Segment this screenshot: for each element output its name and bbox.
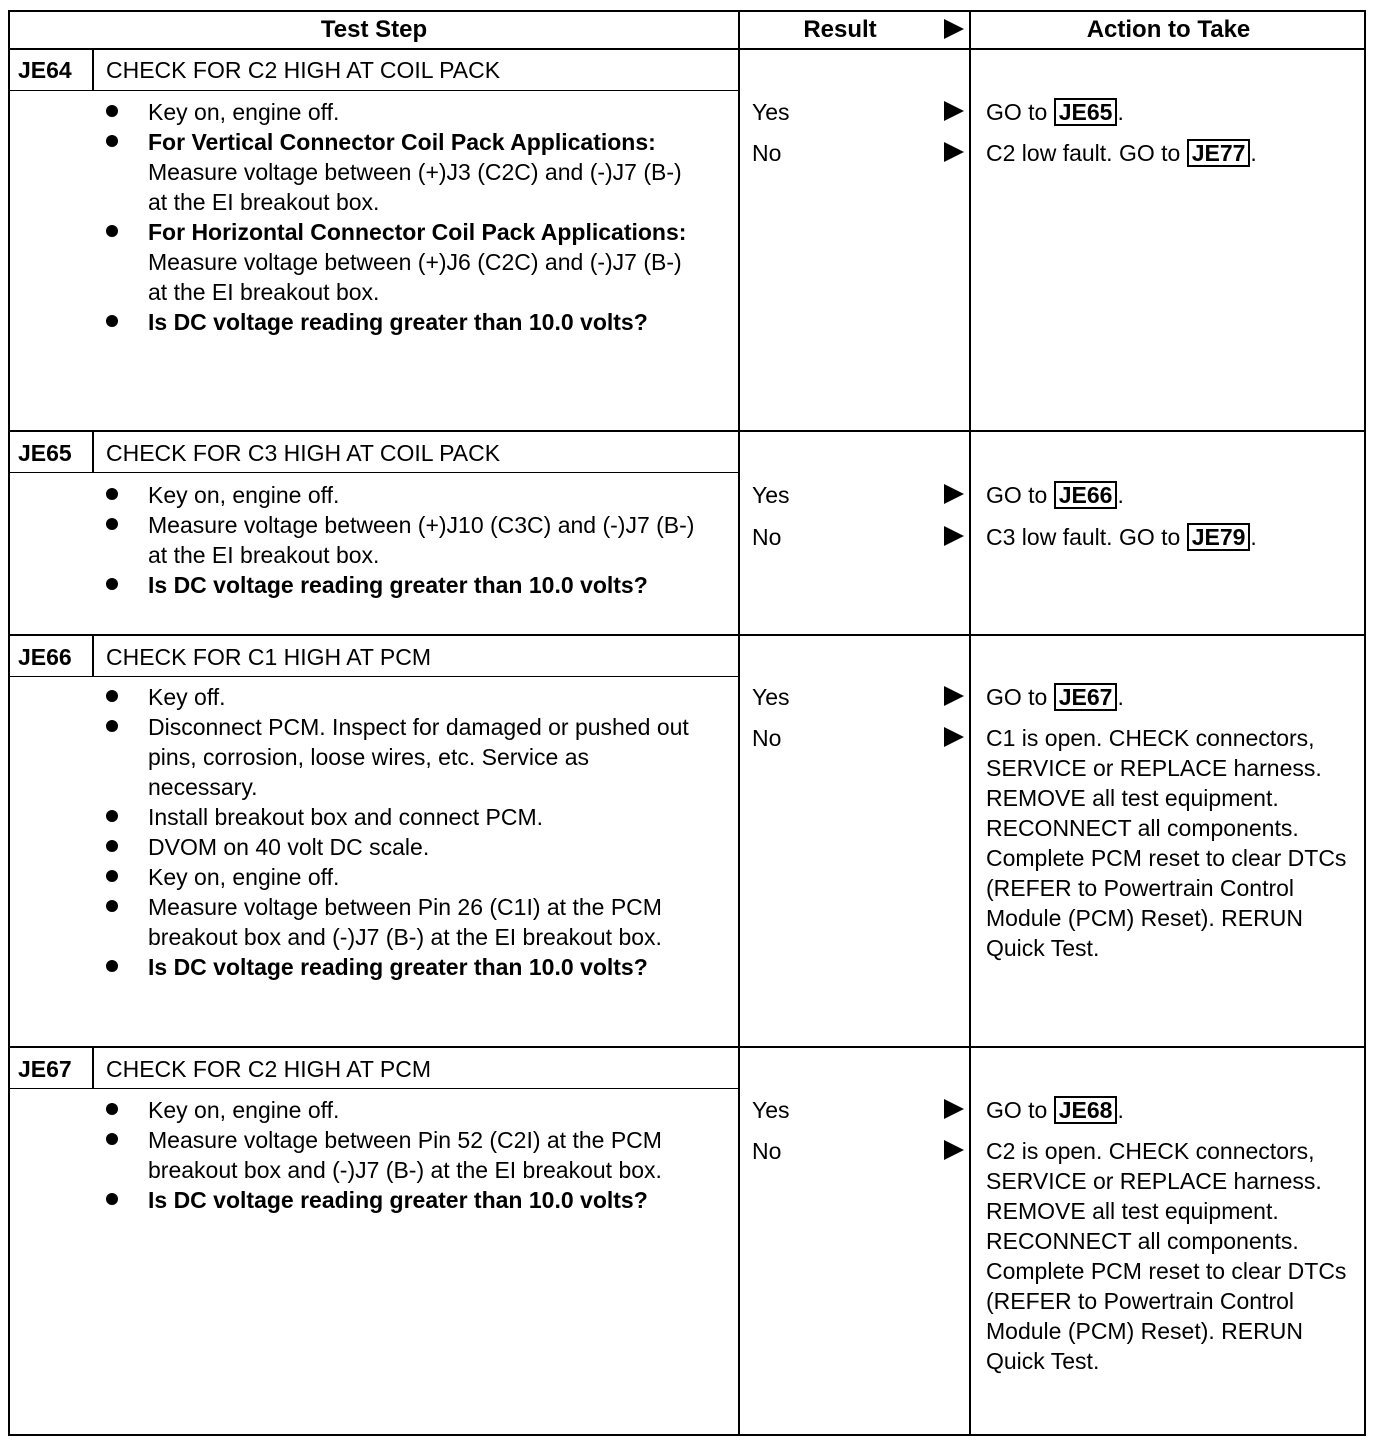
bullet-item <box>104 1185 704 1215</box>
action-text-end: . <box>1117 482 1124 508</box>
bullet-icon <box>106 578 118 590</box>
bullet-icon <box>106 135 118 147</box>
result-yes: Yes <box>752 1097 790 1123</box>
bullet-text: Measure voltage between (+)J10 (C3C) and (-)J7 (B-) at the EI breakout box. <box>148 512 695 568</box>
bullet-text: Measure voltage between Pin 26 (C1I) at the PCM breakout box and (-)J7 (B-) at the EI breakout box. <box>148 894 662 950</box>
step-id: JE66 <box>18 644 72 670</box>
action-text-end: . <box>1250 524 1257 550</box>
bullet-text: DVOM on 40 volt DC scale. <box>148 834 430 860</box>
step-reference-link[interactable]: JE67 <box>1054 683 1118 711</box>
bullet-text: Measure voltage between Pin 52 (C2I) at the PCM breakout box and (-)J7 (B-) at the EI breakout box. <box>148 1127 662 1183</box>
step-title-rule <box>8 1088 738 1089</box>
action-no <box>986 522 1352 552</box>
row-rule <box>8 634 1366 636</box>
step-bullet-list <box>104 480 704 600</box>
step-bullet-list <box>104 1095 704 1215</box>
bullet-icon <box>106 840 118 852</box>
column-divider-action <box>969 10 971 1436</box>
action-text: GO to <box>986 1097 1054 1123</box>
action-text: GO to <box>986 99 1054 125</box>
header-result: Result <box>803 16 877 43</box>
bullet-icon <box>106 518 118 530</box>
bullet-text: Measure voltage between (+)J6 (C2C) and (-)J7 (B-) at the EI breakout box. <box>148 249 682 305</box>
step-reference-link[interactable]: JE79 <box>1187 523 1251 551</box>
bullet-text: Key on, engine off. <box>148 482 340 508</box>
bullet-item <box>104 217 704 307</box>
action-text-end: . <box>1117 684 1124 710</box>
bullet-item <box>104 307 704 337</box>
bullet-item <box>104 1095 704 1125</box>
bullet-icon <box>106 1103 118 1115</box>
step-bullet-list <box>104 682 704 982</box>
bullet-bold-text: Is DC voltage reading greater than 10.0 volts? <box>148 572 648 598</box>
action-yes <box>986 480 1352 510</box>
bullet-icon <box>106 810 118 822</box>
step-id-divider <box>92 1048 94 1088</box>
result-no: No <box>752 1138 782 1164</box>
step-title: CHECK FOR C2 HIGH AT PCM <box>106 1056 432 1082</box>
arrow-right-icon <box>944 101 964 121</box>
action-yes <box>986 682 1352 712</box>
bullet-item <box>104 952 704 982</box>
bullet-item <box>104 1125 704 1185</box>
bullet-text: Key on, engine off. <box>148 864 340 890</box>
bullet-item <box>104 570 704 600</box>
step-reference-link[interactable]: JE66 <box>1054 481 1118 509</box>
step-title-rule <box>8 90 738 91</box>
bullet-item <box>104 480 704 510</box>
result-no: No <box>752 140 782 166</box>
bullet-item <box>104 802 704 832</box>
bullet-text: Measure voltage between (+)J3 (C2C) and (-)J7 (B-) at the EI breakout box. <box>148 159 682 215</box>
bullet-item <box>104 832 704 862</box>
row-rule <box>8 1046 1366 1048</box>
step-id: JE64 <box>18 57 72 83</box>
arrow-right-icon <box>944 142 964 162</box>
arrow-right-icon <box>944 686 964 706</box>
bullet-icon <box>106 1133 118 1145</box>
step-id: JE67 <box>18 1056 72 1082</box>
arrow-right-icon <box>944 526 964 546</box>
action-text-end: . <box>1117 1097 1124 1123</box>
bullet-icon <box>106 720 118 732</box>
action-yes <box>986 97 1352 127</box>
bullet-item <box>104 712 704 802</box>
action-yes <box>986 1095 1352 1125</box>
bullet-item <box>104 892 704 952</box>
action-text: C3 low fault. GO to <box>986 524 1187 550</box>
bullet-text: Key off. <box>148 684 226 710</box>
action-text: C2 low fault. GO to <box>986 140 1187 166</box>
arrow-right-icon <box>944 484 964 504</box>
step-reference-link[interactable]: JE77 <box>1187 139 1251 167</box>
result-no: No <box>752 725 782 751</box>
bullet-icon <box>106 315 118 327</box>
result-no: No <box>752 524 782 550</box>
header-action: Action to Take <box>1086 16 1251 43</box>
step-reference-link[interactable]: JE68 <box>1054 1096 1118 1124</box>
header-test-step: Test Step <box>320 16 428 43</box>
bullet-bold-text: For Horizontal Connector Coil Pack Applications: <box>148 219 687 245</box>
bullet-bold-text: Is DC voltage reading greater than 10.0 volts? <box>148 954 648 980</box>
bullet-icon <box>106 225 118 237</box>
step-title: CHECK FOR C2 HIGH AT COIL PACK <box>106 57 501 83</box>
action-text: GO to <box>986 684 1054 710</box>
step-id-divider <box>92 50 94 90</box>
bullet-icon <box>106 960 118 972</box>
bullet-icon <box>106 105 118 117</box>
bullet-bold-text: Is DC voltage reading greater than 10.0 volts? <box>148 309 648 335</box>
bullet-icon <box>106 690 118 702</box>
bullet-text: Key on, engine off. <box>148 99 340 125</box>
column-divider-result <box>738 10 740 1436</box>
step-title-rule <box>8 472 738 473</box>
arrow-right-icon <box>944 1140 964 1160</box>
arrow-right-icon <box>944 1099 964 1119</box>
step-reference-link[interactable]: JE65 <box>1054 98 1118 126</box>
bullet-icon <box>106 870 118 882</box>
bullet-item <box>104 127 704 217</box>
result-yes: Yes <box>752 482 790 508</box>
bullet-icon <box>106 900 118 912</box>
bullet-icon <box>106 1193 118 1205</box>
action-text-end: . <box>1117 99 1124 125</box>
bullet-item <box>104 682 704 712</box>
step-id: JE65 <box>18 440 72 466</box>
step-id-divider <box>92 636 94 676</box>
bullet-bold-text: For Vertical Connector Coil Pack Applications: <box>148 129 656 155</box>
step-bullet-list <box>104 97 704 337</box>
bullet-bold-text: Is DC voltage reading greater than 10.0 volts? <box>148 1187 648 1213</box>
step-title: CHECK FOR C1 HIGH AT PCM <box>106 644 432 670</box>
arrow-right-icon <box>944 727 964 747</box>
bullet-text: Install breakout box and connect PCM. <box>148 804 544 830</box>
action-text: GO to <box>986 482 1054 508</box>
step-title: CHECK FOR C3 HIGH AT COIL PACK <box>106 440 501 466</box>
bullet-item <box>104 97 704 127</box>
step-title-rule <box>8 676 738 677</box>
result-yes: Yes <box>752 99 790 125</box>
action-no: C1 is open. CHECK connectors, SERVICE or REPLACE harness. REMOVE all test equipment. RECONNECT all components. Complete PCM reset to clear DTCs (REFER to Powertrain Control Module (PCM) Reset). RERUN Quick Test. <box>986 725 1347 961</box>
result-yes: Yes <box>752 684 790 710</box>
bullet-text: Key on, engine off. <box>148 1097 340 1123</box>
bullet-item <box>104 510 704 570</box>
bullet-item <box>104 862 704 892</box>
header-arrow-icon <box>944 19 964 39</box>
header-rule <box>8 48 1366 50</box>
bullet-icon <box>106 488 118 500</box>
action-no: C2 is open. CHECK connectors, SERVICE or REPLACE harness. REMOVE all test equipment. RECONNECT all components. Complete PCM reset to clear DTCs (REFER to Powertrain Control Module (PCM) Reset). RERUN Quick Test. <box>986 1138 1347 1374</box>
action-no <box>986 138 1352 168</box>
action-text-end: . <box>1250 140 1257 166</box>
bullet-text: Disconnect PCM. Inspect for damaged or pushed out pins, corrosion, loose wires, etc. Service as necessary. <box>148 714 689 800</box>
step-id-divider <box>92 432 94 472</box>
row-rule <box>8 430 1366 432</box>
